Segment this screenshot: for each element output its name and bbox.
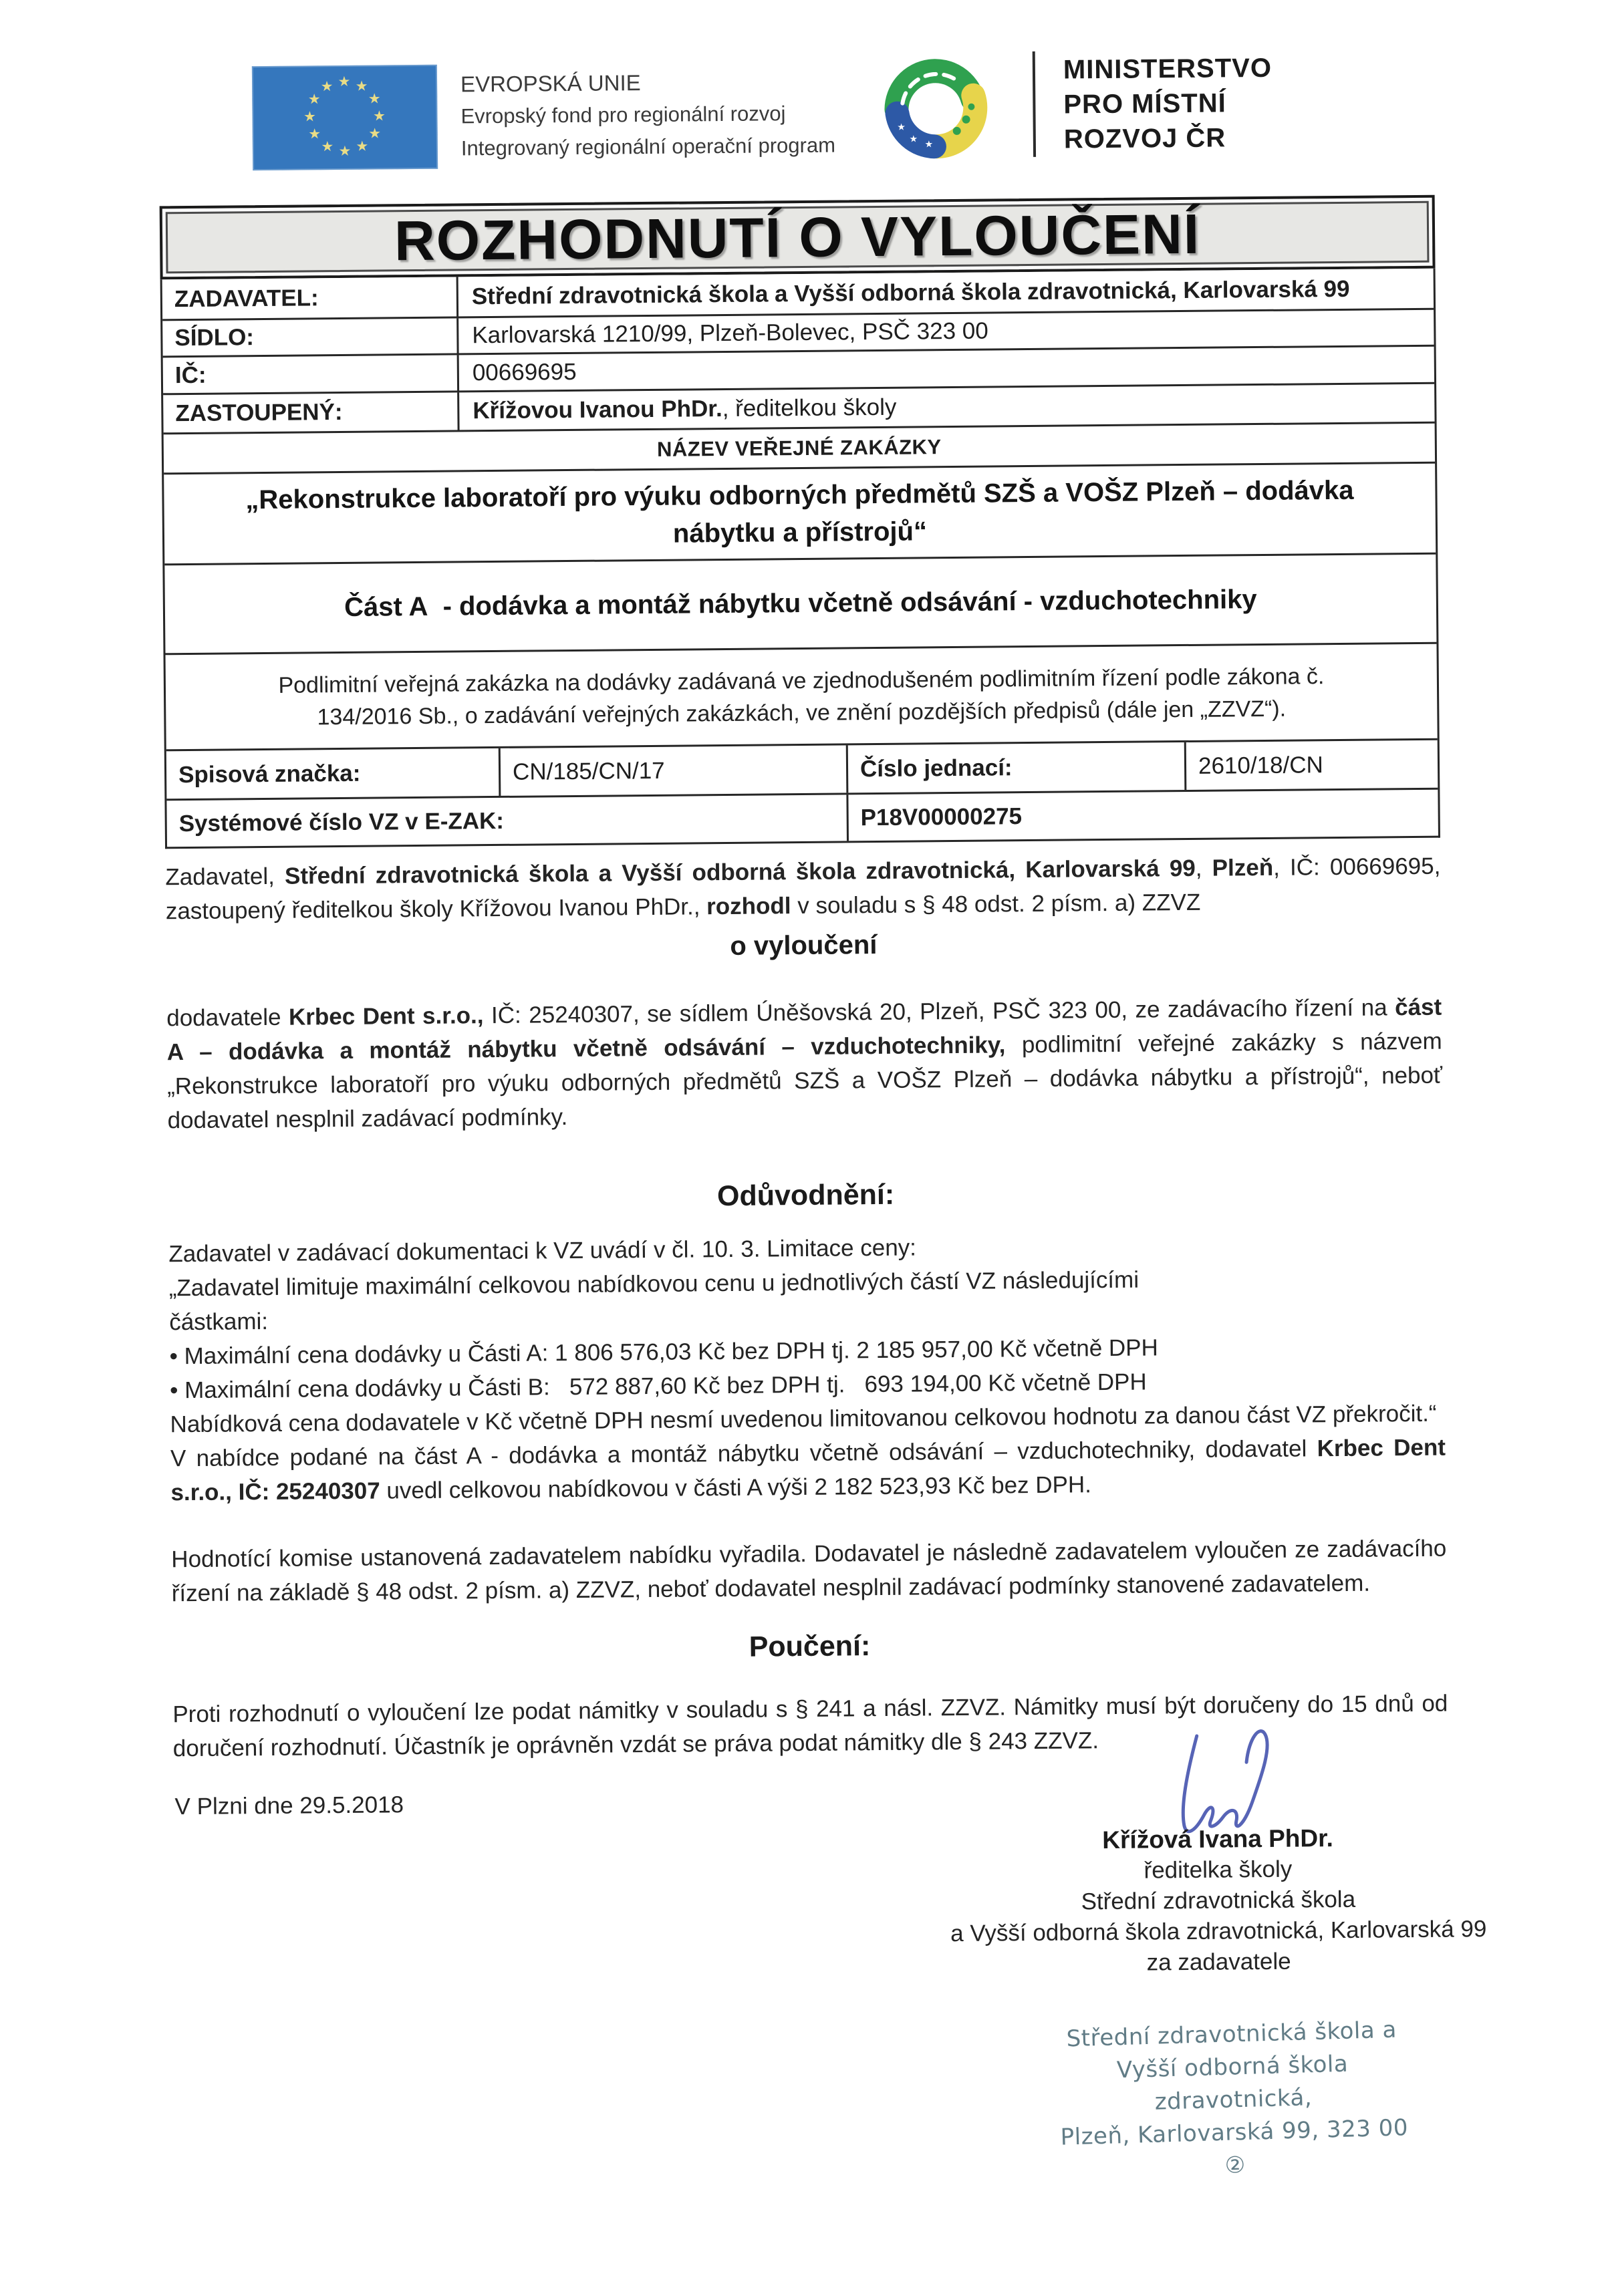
eu-title: EVROPSKÁ UNIE xyxy=(460,70,641,97)
heading-pouceni: Poučení: xyxy=(749,1630,871,1663)
sidlo-label: SÍDLO: xyxy=(162,318,458,355)
stamp-line-3: Plzeň, Karlovarská 99, 323 00 ② xyxy=(1060,2114,1409,2179)
spisova-znacka-label: Spisová značka: xyxy=(166,748,501,799)
sidlo-value: Karlovarská 1210/99, Plzeň-Bolevec, PSČ 323 00 xyxy=(472,317,988,349)
svg-text:★: ★ xyxy=(924,139,934,150)
price-limit-part-a: • Maximální cena dodávky u Části A: 1 806 576,03 Kč bez DPH tj. 2 185 957,00 Kč včetně DPH xyxy=(169,1334,1158,1370)
heading-oduvodneni: Odůvodnění: xyxy=(716,1178,895,1213)
signatory-org-1: Střední zdravotnická škola xyxy=(1081,1886,1356,1915)
section-justification xyxy=(168,1226,1446,1510)
info-table xyxy=(160,269,1440,849)
cislo-jednaci-value: 2610/18/CN xyxy=(1198,751,1323,779)
paragraph-supplier: dodavatele Krbec Dent s.r.o., IČ: 25240307, se sídlem Úněšovská 20, Plzeň, PSČ 323 00, ze zadávacího řízení na část A – dodávka a montáž nábytku včetně odsávání – vzduchotechniky, podlimitní veřejné zakázky s názvem „Rekonstrukce laboratoří pro výuku odborných předmětů SZŠ a VOŠZ Plzeň – dodávka nábytku a přístrojů“, neboť dodavatel nesplnil zadávací podmínky. xyxy=(166,994,1443,1134)
ministry-line-2: PRO MÍSTNÍ xyxy=(1063,88,1226,120)
ic-label: IČ: xyxy=(163,355,459,393)
school-stamp xyxy=(1044,2013,1423,2188)
ezak-value: P18V00000275 xyxy=(860,803,1023,831)
price-limit-part-b: • Maximální cena dodávky u Části B: 572 887,60 Kč bez DPH tj. 693 194,00 Kč včetně DPH xyxy=(169,1369,1147,1404)
signature-block xyxy=(917,1822,1520,1981)
justification-line-1: Zadavatel v zadávací dokumentaci k VZ uvádí v čl. 10. 3. Limitace ceny: xyxy=(168,1234,917,1268)
spisova-znacka-value: CN/185/CN/17 xyxy=(501,745,849,796)
signatory-for: za zadavatele xyxy=(1146,1948,1291,1976)
ministry-line-3: ROZVOJ ČR xyxy=(1063,123,1226,154)
eu-subtitle-program: Integrovaný regionální operační program xyxy=(460,133,836,160)
svg-text:★: ★ xyxy=(909,134,918,145)
eu-flag-icon: ★ ★ ★ ★ ★ ★ ★ ★ ★ ★ ★ ★ xyxy=(252,65,438,170)
paragraph-decision: Zadavatel, Střední zdravotnická škola a Vyšší odborná škola zdravotnická, Karlovarská 99, Plzeň, IČ: 00669695, zastoupený ředitelkou školy Křížovou Ivanou PhDr., rozhodl v souladu s § 48 odst. 2 písm. a) ZZVZ xyxy=(165,853,1441,925)
ezak-label: Systémové číslo VZ v E-ZAK: xyxy=(166,795,849,847)
contract-name xyxy=(164,464,1436,564)
procedure-note: Podlimitní veřejná zakázka na dodávky zadávaná ve zjednodušeném podlimitním řízení podle zákona č. 134/2016 Sb., o zadávání veřejných zakázkách, ve znění pozdějších předpisů (dále jen „ZZVZ“). xyxy=(278,663,1325,730)
zastoupeny-value: Křížovou Ivanou PhDr. , ředitelkou školy xyxy=(473,394,897,424)
justification-line-2: „Zadavatel limituje maximální celkovou nabídkovou cenu u jednotlivých částí VZ následujícími xyxy=(168,1266,1140,1302)
svg-text:★: ★ xyxy=(897,122,906,133)
section-header-nazev: NÁZEV VEŘEJNÉ ZAKÁZKY xyxy=(656,434,942,461)
signatory-role: ředitelka školy xyxy=(1144,1856,1293,1884)
eu-subtitle-fund: Evropský fond pro regionální rozvoj xyxy=(460,102,786,128)
table-row xyxy=(164,555,1436,656)
signatory-name: Křížová Ivana PhDr. xyxy=(1102,1824,1333,1854)
paragraph-appeal: Proti rozhodnutí o vyloučení lze podat námitky v souladu s § 241 a násl. ZZVZ. Námitky musí být doručeny do 15 dnů od doručení rozhodnutí. Účastník je oprávněn vzdát se práva podat námitky dle § 243 ZZVZ. xyxy=(172,1690,1448,1762)
document-title-band xyxy=(160,195,1436,280)
zastoupeny-label: ZASTOUPENÝ: xyxy=(163,392,459,432)
ic-value: 00669695 xyxy=(472,358,577,386)
paragraph-committee: Hodnotící komise ustanovená zadavatelem nabídku vyřadila. Dodavatel je následně zadavatelem vyloučen ze zadávacího řízení na základě § 48 odst. 2 písm. a) ZZVZ, neboť dodavatel nesplnil zadávací podmínky stanovené zadavatelem. xyxy=(171,1535,1447,1607)
justification-line-3: částkami: xyxy=(169,1308,269,1336)
ministry-line-1: MINISTERSTVO xyxy=(1063,53,1273,85)
contract-name-line-2: nábytku a přístrojů“ xyxy=(672,516,928,549)
limit-note: Nabídková cena dodavatele v Kč včetně DPH nesmí uvedenou limitovanou celkovou hodnotu za danou část VZ překročit.“ xyxy=(170,1400,1437,1438)
table-row xyxy=(166,644,1438,752)
document-title: ROZHODNUTÍ O VYLOUČENÍ xyxy=(394,202,1201,272)
heading-o-vylouceni: o vyloučení xyxy=(730,930,878,961)
table-row xyxy=(164,464,1436,566)
stamp-line-1: Střední zdravotnická škola a xyxy=(1066,2016,1397,2053)
cislo-jednaci-label: Číslo jednací: xyxy=(848,742,1187,793)
part-a-title: Část A - dodávka a montáž nábytku včetně odsávání - vzduchotechniky xyxy=(344,585,1257,622)
date-place-line: V Plzni dne 29.5.2018 xyxy=(174,1791,404,1820)
zadavatel-label: ZADAVATEL: xyxy=(162,277,458,319)
header-divider xyxy=(1033,51,1036,157)
offer-note: V nabídce podané na část A - dodávka a montáž nábytku včetně odsávání – vzduchotechniky, dodavatel Krbec Dent s.r.o., IČ: 25240307 uvedl celkovou nabídkovou v části A výši 2 182 523,93 Kč bez DPH. xyxy=(170,1434,1446,1506)
ministry-logo-icon xyxy=(851,43,1020,172)
zadavatel-value: Střední zdravotnická škola a Vyšší odborná škola zdravotnická, Karlovarská 99 xyxy=(471,275,1350,309)
signatory-org-2: a Vyšší odborná škola zdravotnická, Karlovarská 99 xyxy=(950,1916,1487,1947)
contract-name-line-1: „Rekonstrukce laboratoří pro výuku odborných předmětů SZŠ a VOŠZ Plzeň – dodávka xyxy=(245,475,1354,515)
stamp-line-2: Vyšší odborná škola zdravotnická, xyxy=(1116,2050,1349,2116)
